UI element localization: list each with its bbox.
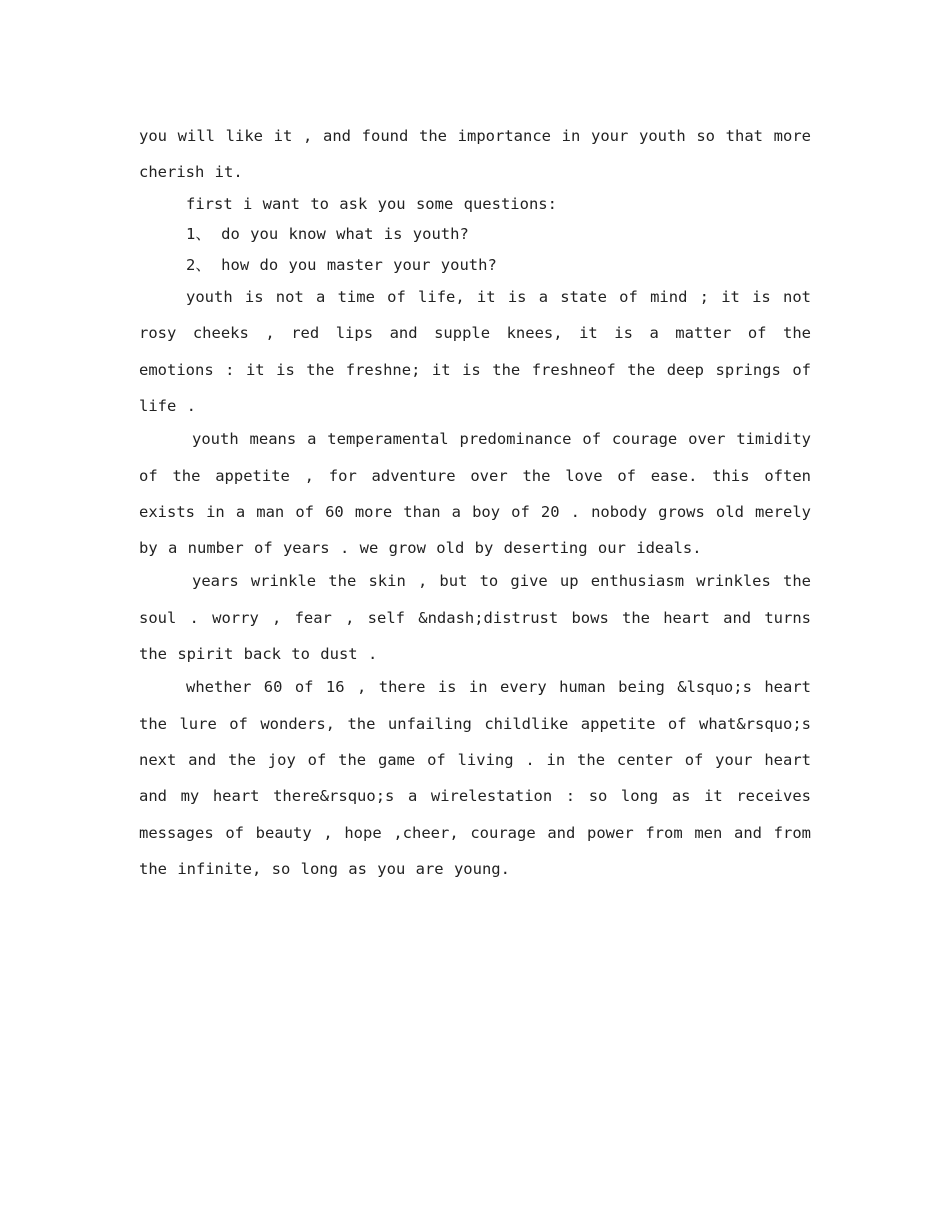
paragraph-youth-state-of-mind: youth is not a time of life, it is a state of mind ; it is not rosy cheeks , red lips and supple knees, it is a matter of the emotions : it is the freshne; it is the freshneof the deep springs of life . (139, 288, 811, 415)
paragraph-whether-60: whether 60 of 16 , there is in every human being &lsquo;s heart the lure of wonders, the unfailing childlike appetite of what&rsquo;s next and the joy of the game of living . in the center of your heart and my heart there&rsquo;s a wirelestation : so long as it receives messages of beauty , hope ,cheer, courage and power from men and from the infinite, so long as you are young. (139, 678, 811, 878)
document-body (139, 118, 811, 887)
paragraph-questions-intro: first i want to ask you some questions: (186, 194, 557, 213)
paragraph-intro: you will like it , and found the importance in your youth so that more cherish it. (139, 127, 811, 182)
paragraph-question-2: 2、 how do you master your youth? (186, 255, 497, 274)
paragraph-youth-courage: youth means a temperamental predominance of courage over timidity of the appetite , for adventure over the love of ease. this often exists in a man of 60 more than a boy of 20 . nobody grows old merely by a number of years . we grow old by deserting our ideals. (139, 430, 811, 558)
paragraph-years-wrinkle: years wrinkle the skin , but to give up enthusiasm wrinkles the soul . worry , fear , self &ndash;distrust bows the heart and turns the spirit back to dust . (139, 572, 811, 664)
paragraph-question-1: 1、 do you know what is youth? (186, 225, 469, 244)
